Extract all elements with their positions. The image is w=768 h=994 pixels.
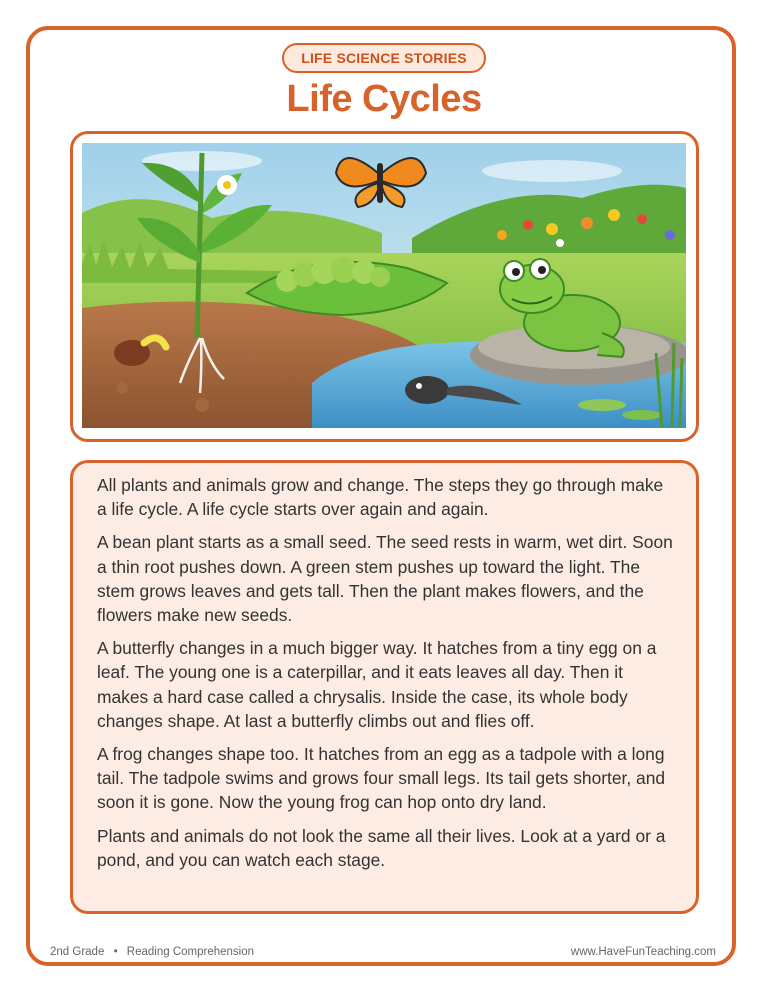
story-paragraph-butterfly: A butterfly changes in a much bigger way. It hatches from a tiny egg on a leaf. The young one is a caterpillar, and it eats leaves all day. Then it makes a hard case called a chrysalis. Inside the case, its whole body changes shape. At last a butterfly climbs out and flies off.: [97, 638, 657, 731]
page-title: Life Cycles: [286, 78, 482, 120]
story-panel: [70, 460, 699, 914]
story-paragraph-conclusion: Plants and animals do not look the same all their lives. Look at a yard or a pond, and you can watch each stage.: [97, 825, 666, 870]
series-badge: [282, 43, 486, 73]
story-paragraph-intro: All plants and animals grow and change. The steps they go through make a life cycle. A life cycle starts over again and again.: [97, 475, 664, 520]
story-paragraph-bean-plant: A bean plant starts as a small seed. The seed rests in warm, wet dirt. Soon a thin root pushes down. A green stem pushes up toward the light. The stem grows leaves and gets tall. Then the plant makes flowers, and the flowers make new seeds.: [97, 532, 673, 626]
series-label: LIFE SCIENCE STORIES: [301, 50, 467, 66]
footer-bullet: •: [113, 946, 118, 958]
footer-grade-subject: [50, 946, 254, 958]
footer-website: www.HaveFunTeaching.com: [570, 946, 716, 958]
footer-subject: Reading Comprehension: [126, 946, 255, 958]
life-cycle-illustration: [82, 143, 686, 428]
footer-grade: 2nd Grade: [50, 946, 105, 958]
story-paragraph-frog: A frog changes shape too. It hatches from an egg as a tadpole with a long tail. The tadpole swims and grows four small legs. Its tail gets shorter, and soon it is gone. Now the young frog can hop onto dry land.: [97, 744, 666, 813]
